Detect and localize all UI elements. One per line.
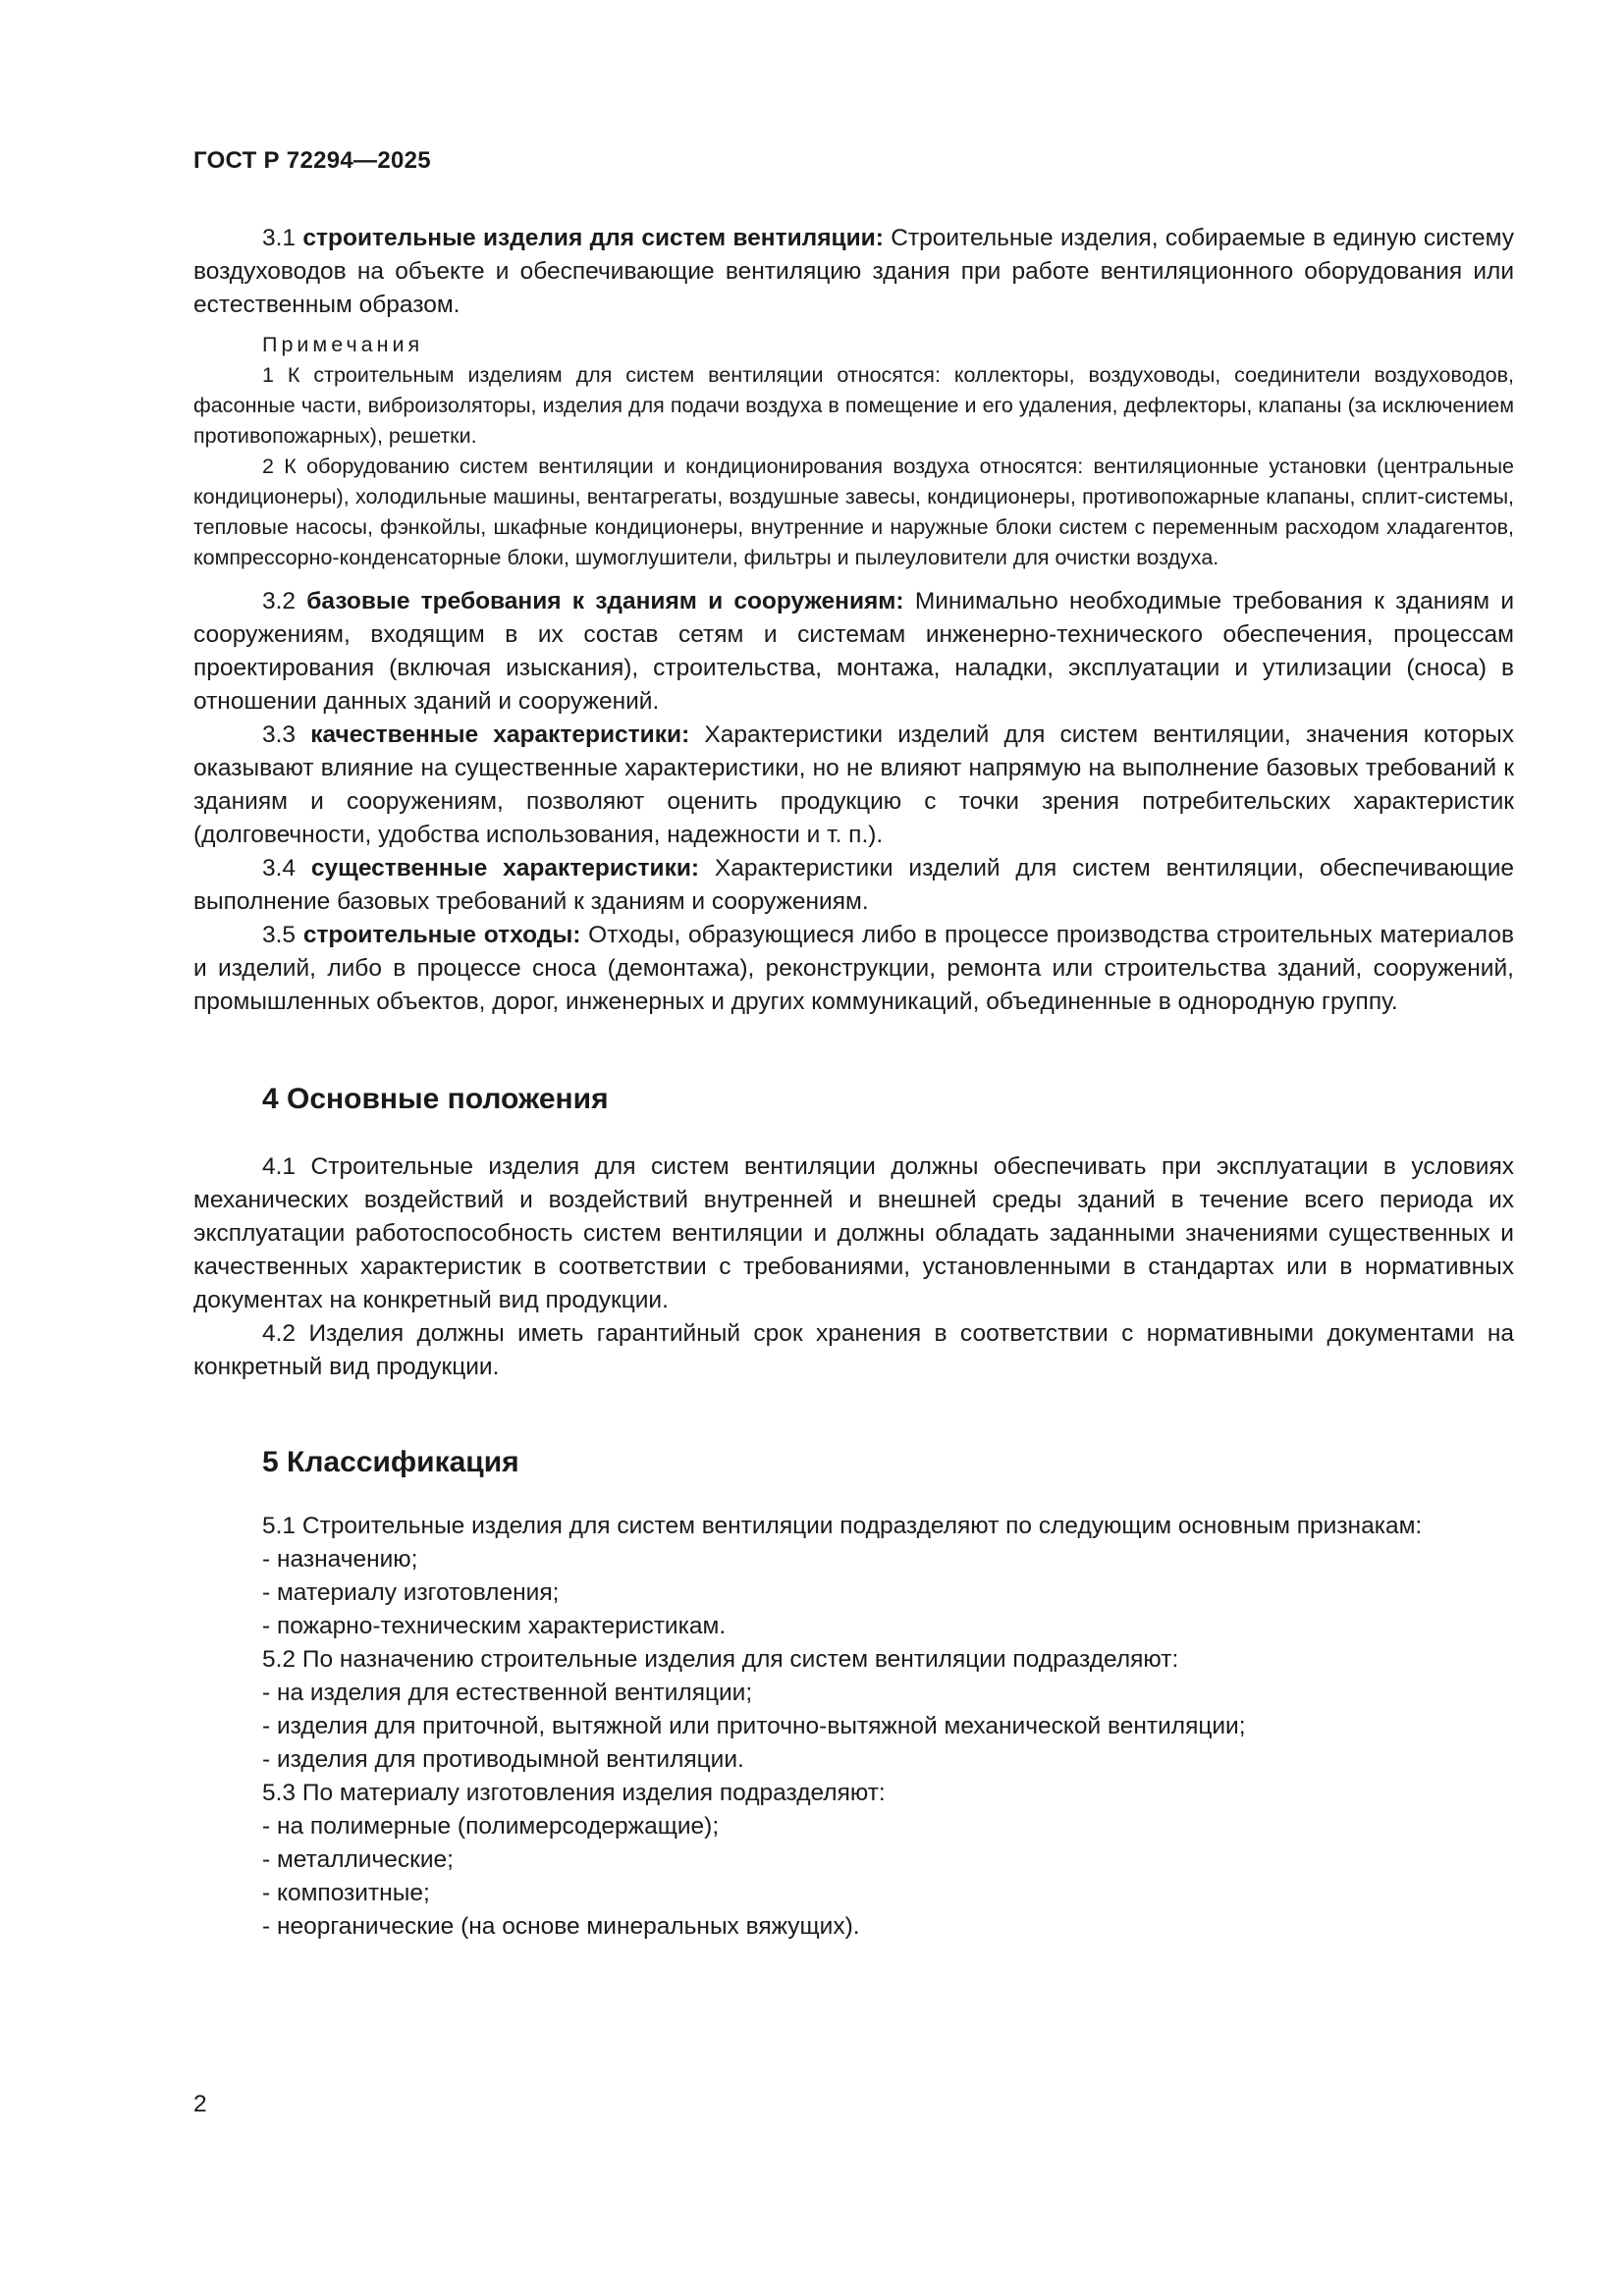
term-3-2: [193, 585, 1514, 719]
clause-4-1: 4.1 Строительные изделия для систем вентиляции должны обеспечивать при эксплуатации в условиях механических воздействий и воздействий внутренней и внешней среды зданий в течение всего периода их эксплуатации работоспособность систем вентиляции и должны обладать заданными значениями существенных и качественных характеристик в соответствии с требованиями, установленными в стандартах или в нормативных документах на конкретный вид продукции.: [193, 1153, 1514, 1313]
page-content: [193, 222, 1514, 1944]
term-number: 3.5: [262, 922, 297, 948]
term-3-4: [193, 852, 1514, 919]
list-item: - пожарно-техническим характеристикам.: [262, 1613, 727, 1639]
term-name: существенные характеристики:: [310, 855, 700, 881]
term-3-5: [193, 919, 1514, 1019]
term-definition: Отходы, образующиеся либо в процессе производства строительных материалов и изделий, либо в процессе сноса (демонтажа), реконструкции, ремонта или строительства зданий, сооружений, промышленных объектов, дорог, инженерных и других коммуникаций, объединенные в однородную группу.: [193, 922, 1514, 1015]
document-code: ГОСТ Р 72294—2025: [193, 147, 431, 174]
list-item: - назначению;: [262, 1546, 418, 1573]
list-item: - металлические;: [262, 1846, 454, 1873]
term-name: качественные характеристики:: [310, 721, 690, 748]
term-number: 3.3: [262, 721, 297, 748]
clause-5-3: 5.3 По материалу изготовления изделия подразделяют:: [262, 1780, 886, 1806]
list-item: - изделия для приточной, вытяжной или приточно-вытяжной механической вентиляции;: [262, 1713, 1246, 1739]
clause-5-2: 5.2 По назначению строительные изделия для систем вентиляции подразделяют:: [262, 1646, 1179, 1673]
page-number: 2: [193, 2091, 207, 2117]
clause-5-1: 5.1 Строительные изделия для систем вентиляции подразделяют по следующим основным признакам:: [262, 1513, 1423, 1539]
term-3-1: [193, 222, 1514, 322]
list-item: - на полимерные (полимерсодержащие);: [262, 1813, 720, 1840]
term-definition: Минимально необходимые требования к зданиям и сооружениям, входящим в их состав сетям и системам инженерно-технического обеспечения, процессам проектирования (включая изыскания), строительства, монтажа, наладки, эксплуатации и утилизации (сноса) в отношении данных зданий и сооружений.: [193, 588, 1515, 715]
note-2: 2 К оборудованию систем вентиляции и кондиционирования воздуха относятся: вентиляционные установки (центральные кондиционеры), холодильные машины, вентагрегаты, воздушные завесы, кондиционеры, противопожарные клапаны, сплит-системы, тепловые насосы, фэнкойлы, шкафные кондиционеры, внутренние и наружные блоки систем с переменным расходом хладагентов, компрессорно-конденсаторные блоки, шумоглушители, фильтры и пылеуловители для очистки воздуха.: [193, 454, 1514, 569]
term-name: строительные изделия для систем вентиляции:: [302, 225, 884, 251]
notes-title: Примечания: [262, 333, 424, 356]
term-name: базовые требования к зданиям и сооружениям:: [306, 588, 904, 614]
section-4-heading: 4 Основные положения: [262, 1083, 609, 1115]
clause-4-2: 4.2 Изделия должны иметь гарантийный срок хранения в соответствии с нормативными документами на конкретный вид продукции.: [193, 1320, 1514, 1380]
term-number: 3.4: [262, 855, 297, 881]
notes-block: [193, 330, 1514, 573]
term-definition: Характеристики изделий для систем вентиляции, значения которых оказывают влияние на существенные характеристики, но не влияют напрямую на выполнение базовых требований к зданиям и сооружениям, позволяют оценить продукцию с точки зрения потребительских характеристик (долговечности, удобства использования, надежности и т. п.).: [193, 721, 1514, 848]
term-3-3: [193, 719, 1514, 852]
term-definition: Строительные изделия, собираемые в единую систему воздуховодов на объекте и обеспечивающие вентиляцию здания при работе вентиляционного оборудования или естественным образом.: [193, 225, 1515, 318]
list-item: - изделия для противодымной вентиляции.: [262, 1746, 744, 1773]
list-item: - неорганические (на основе минеральных вяжущих).: [262, 1913, 860, 1940]
list-item: - композитные;: [262, 1880, 430, 1906]
section-5-heading: 5 Классификация: [262, 1446, 519, 1478]
term-number: 3.1: [262, 225, 297, 251]
list-item: - материалу изготовления;: [262, 1579, 560, 1606]
term-number: 3.2: [262, 588, 297, 614]
term-definition: Характеристики изделий для систем вентиляции, обеспечивающие выполнение базовых требований к зданиям и сооружениям.: [193, 855, 1515, 915]
list-item: - на изделия для естественной вентиляции;: [262, 1680, 753, 1706]
term-name: строительные отходы:: [302, 922, 581, 948]
note-1: 1 К строительным изделиям для систем вентиляции относятся: коллекторы, воздуховоды, соединители воздуховодов, фасонные части, виброизоляторы, изделия для подачи воздуха в помещение и его удаления, дефлекторы, клапаны (за исключением противопожарных), решетки.: [193, 363, 1514, 448]
